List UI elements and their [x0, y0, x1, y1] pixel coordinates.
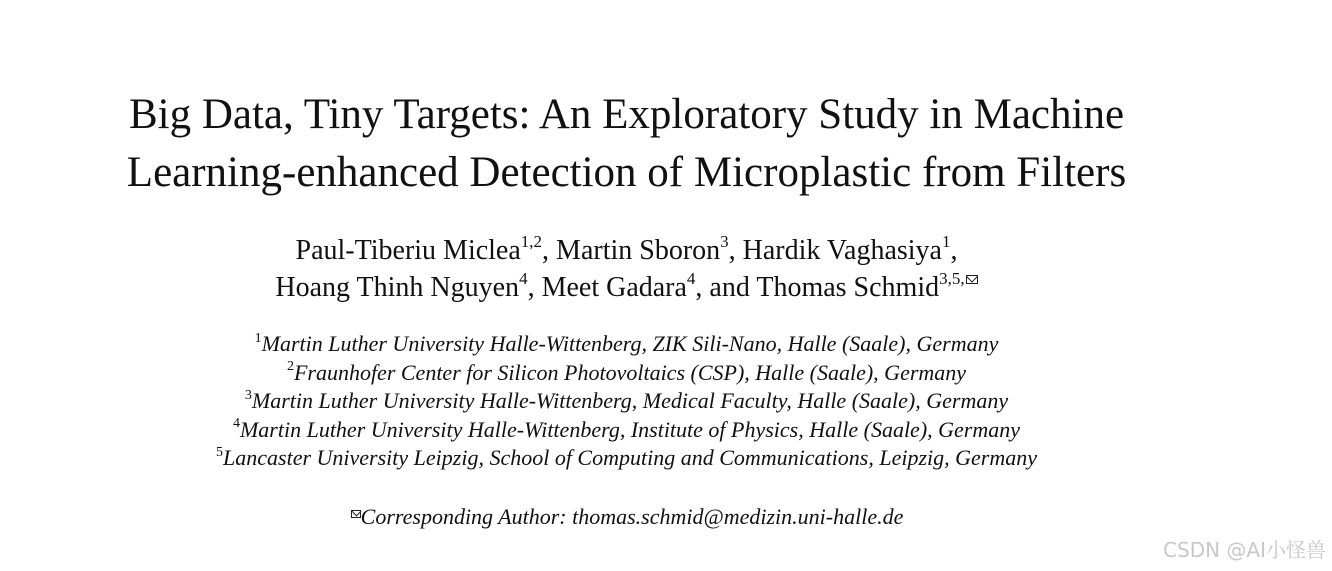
affiliation-text: Martin Luther University Halle-Wittenberg, Medical Faculty, Halle (Saale), Germany: [251, 388, 1009, 413]
author-line-1: [0, 232, 1253, 269]
author-list: [0, 232, 1253, 306]
author-separator: ,: [728, 235, 743, 266]
affiliation-item: [0, 416, 1253, 445]
affiliation-item: [0, 359, 1253, 388]
paper-title: [0, 86, 1253, 202]
author-affiliation-marker: 3: [720, 231, 729, 251]
author-name: Martin Sboron: [556, 235, 721, 266]
affiliation-number: 2: [286, 359, 294, 375]
author-name: Meet Gadara: [541, 272, 687, 303]
affiliation-item: [0, 387, 1253, 416]
author-name: Thomas Schmid: [756, 272, 940, 303]
affiliation-text: Lancaster University Leipzig, School of Computing and Communications, Leipzig, Germany: [223, 445, 1037, 470]
affiliation-number: 5: [216, 444, 224, 460]
watermark: CSDN @AI小怪兽: [1163, 538, 1326, 562]
author-name: Hardik Vaghasiya: [742, 235, 942, 266]
affiliation-number: 1: [254, 330, 262, 346]
author-separator: ,: [950, 235, 958, 266]
corresponding-author: [0, 504, 1253, 530]
affiliation-text: Fraunhofer Center for Silicon Photovoltaics (CSP), Halle (Saale), Germany: [293, 359, 967, 385]
author-separator: ,: [527, 272, 542, 303]
title-line-1: Big Data, Tiny Targets: An Exploratory Study in Machine: [128, 91, 1125, 138]
author-name: Paul-Tiberiu Miclea: [295, 235, 521, 266]
affiliation-text: Martin Luther University Halle-Wittenberg, ZIK Sili-Nano, Halle (Saale), Germany: [261, 331, 999, 356]
affiliation-number: 4: [232, 416, 240, 432]
affiliation-item: [0, 330, 1253, 359]
author-name: Hoang Thinh Nguyen: [275, 272, 520, 303]
envelope-icon: [966, 275, 978, 284]
title-line-2: Learning-enhanced Detection of Microplastic from Filters: [126, 149, 1127, 196]
corresponding-author-text: Corresponding Author: thomas.schmid@medizin.uni-halle.de: [360, 504, 904, 529]
affiliation-text: Martin Luther University Halle-Wittenberg, Institute of Physics, Halle (Saale), Germany: [239, 416, 1021, 442]
author-separator: ,: [542, 235, 557, 266]
author-line-2: [0, 269, 1253, 306]
author-affiliation-marker: 4: [519, 268, 528, 288]
affiliation-item: [0, 444, 1253, 473]
author-affiliation-marker: 1: [941, 231, 951, 251]
affiliation-number: 3: [244, 387, 252, 403]
author-affiliation-marker: [939, 269, 978, 288]
author-affiliation-marker: 4: [686, 268, 696, 288]
affiliation-list: [0, 330, 1253, 473]
author-affiliation-marker: 1,2: [520, 231, 543, 251]
author-separator: , and: [695, 272, 757, 303]
envelope-icon: [351, 510, 361, 518]
author-affiliation-number: 3,5,: [939, 268, 965, 288]
